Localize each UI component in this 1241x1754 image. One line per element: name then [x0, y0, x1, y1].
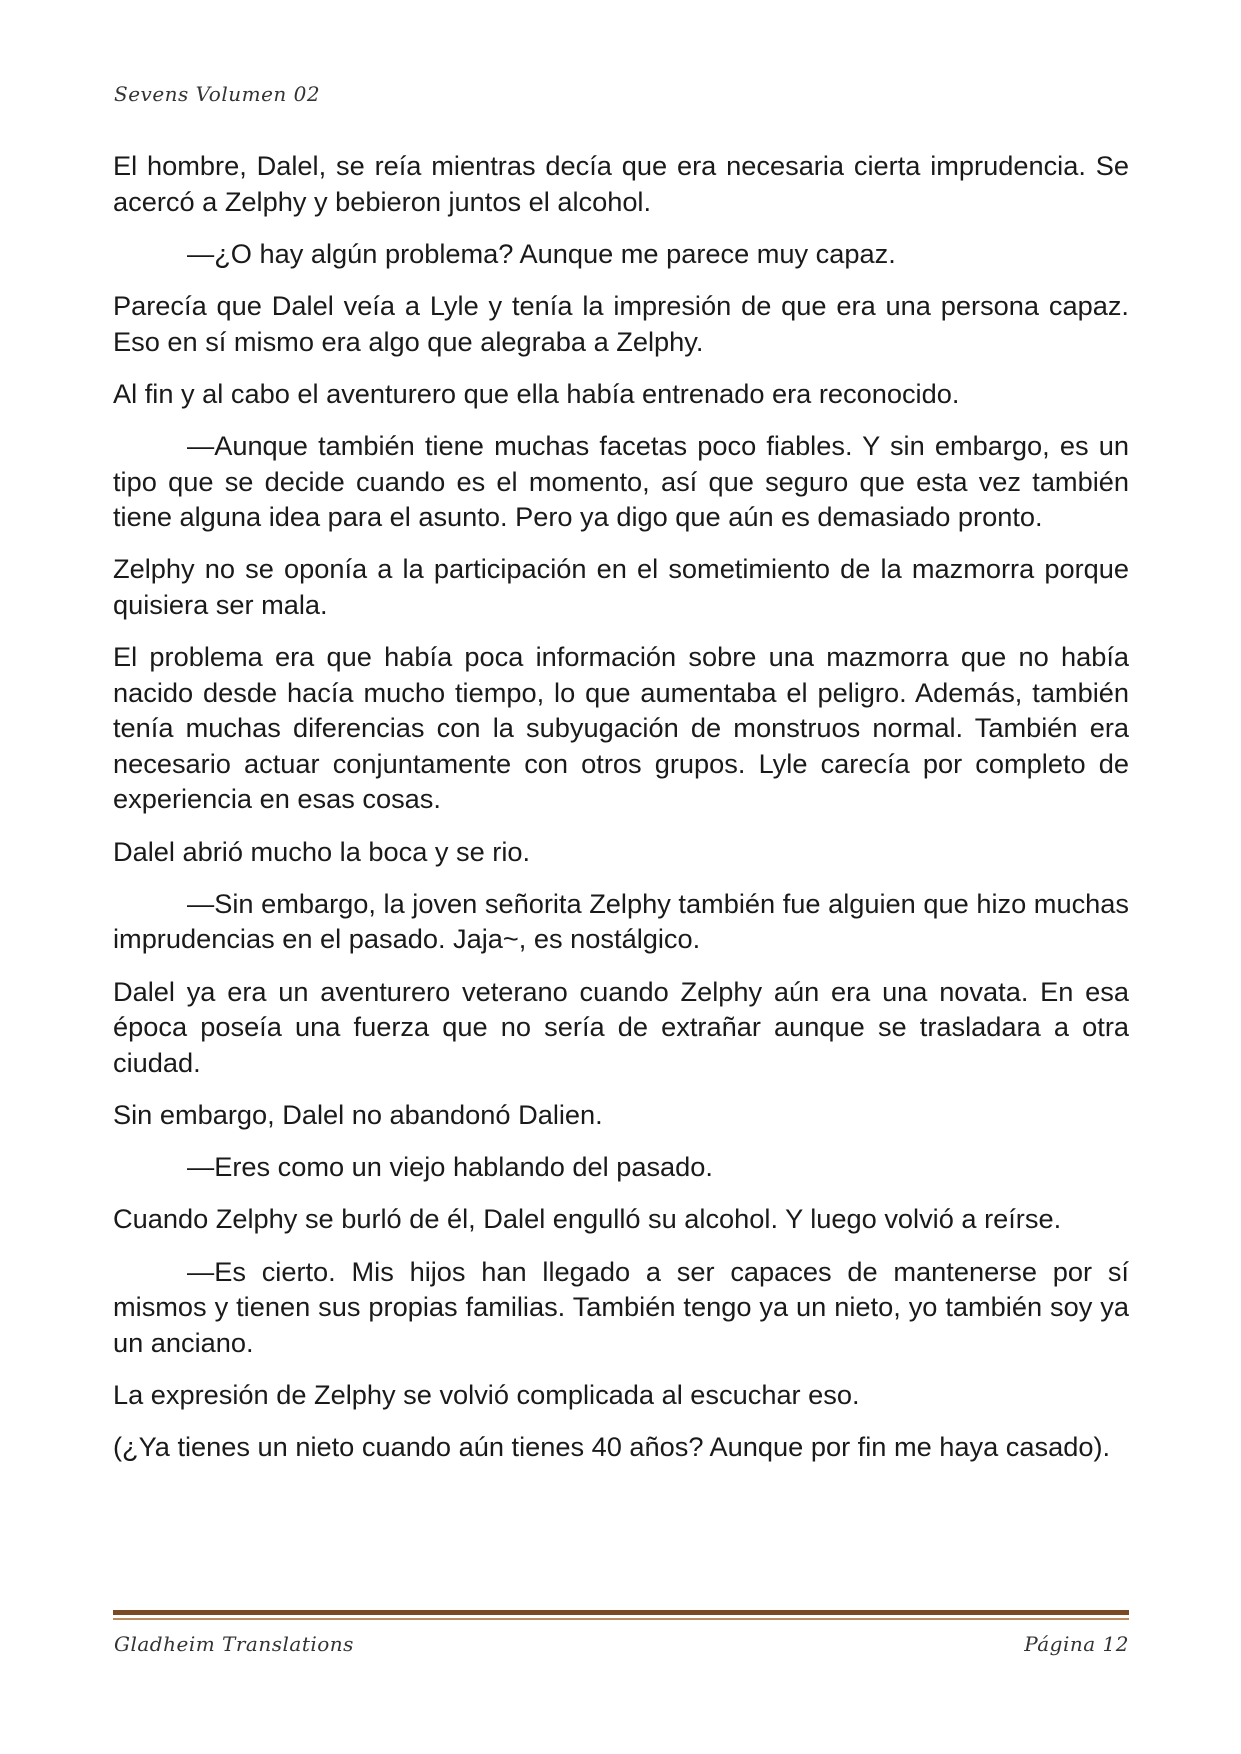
dialogue-paragraph: —¿O hay algún problema? Aunque me parece muy capaz. — [187, 237, 896, 269]
dialogue-paragraph: —Sin embargo, la joven señorita Zelphy también fue alguien que hizo muchas imprudencias en el pasado. Jaja~, es nostálgico. — [113, 887, 1129, 955]
paragraph: Al fin y al cabo el aventurero que ella había entrenado era reconocido. — [113, 377, 960, 409]
paragraph: Sin embargo, Dalel no abandonó Dalien. — [113, 1099, 603, 1130]
running-header: Sevens Volumen 02 — [114, 82, 321, 106]
paragraph: El problema era que había poca información sobre una mazmorra que no había nacido desde hacía mucho tiempo, lo que aumentaba el peligro. Además, también tenía muchas diferencias con la subyugación de monstruos normal. También era necesario actuar conjuntamente con otros grupos. Lyle carecía por completo de experiencia en esas cosas. — [113, 641, 1129, 815]
footer-page-number: Página 12 — [1024, 1632, 1129, 1656]
footer-publisher: Gladheim Translations — [114, 1632, 354, 1656]
body-text — [113, 148, 1129, 1481]
dialogue-paragraph: —Es cierto. Mis hijos han llegado a ser capaces de mantenerse por sí mismos y tienen sus propias familias. También tengo ya un nieto, yo también soy ya un anciano. — [113, 1255, 1129, 1358]
dialogue-paragraph: —Aunque también tiene muchas facetas poco fiables. Y sin embargo, es un tipo que se decide cuando es el momento, así que seguro que esta vez también tiene alguna idea para el asunto. Pero ya digo que aún es demasiado pronto. — [113, 429, 1129, 533]
dialogue-paragraph: —Eres como un viejo hablando del pasado. — [187, 1151, 713, 1183]
paragraph: Dalel ya era un aventurero veterano cuando Zelphy aún era una novata. En esa época poseía una fuerza que no sería de extrañar aunque se trasladara a otra ciudad. — [113, 975, 1129, 1078]
paragraph: Zelphy no se oponía a la participación en el sometimiento de la mazmorra porque quisiera ser mala. — [113, 553, 1129, 620]
paragraph: Cuando Zelphy se burló de él, Dalel engulló su alcohol. Y luego volvió a reírse. — [113, 1203, 1062, 1235]
footer-rule — [113, 1610, 1129, 1615]
paragraph: Parecía que Dalel veía a Lyle y tenía la impresión de que era una persona capaz. Eso en sí mismo era algo que alegraba a Zelphy. — [113, 289, 1129, 357]
paragraph: Dalel abrió mucho la boca y se rio. — [113, 835, 531, 867]
paragraph: La expresión de Zelphy se volvió complicada al escuchar eso. — [113, 1378, 860, 1410]
paragraph: (¿Ya tienes un nieto cuando aún tienes 40 años? Aunque por fin me haya casado). — [113, 1431, 1111, 1463]
footer-rule-thin — [113, 1618, 1129, 1620]
paragraph: El hombre, Dalel, se reía mientras decía que era necesaria cierta imprudencia. Se acercó a Zelphy y bebieron juntos el alcohol. — [113, 150, 1129, 217]
